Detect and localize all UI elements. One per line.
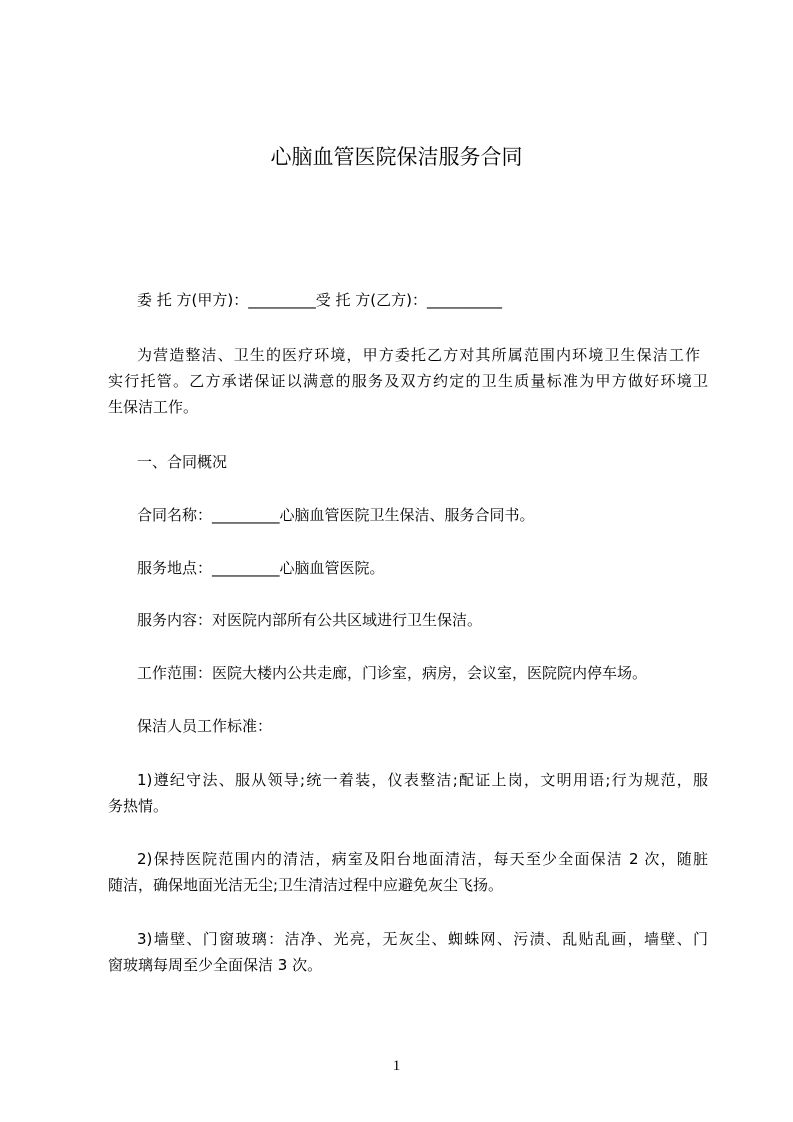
standard-3-line-2: 窗玻璃每周至少全面保洁 3 次。 [108,956,323,974]
intro-line-1: 为营造整洁、卫生的医疗环境，甲方委托乙方对其所属范围内环境卫生保洁工作 [137,346,700,364]
service-location: 服务地点：_________心脑血管医院。 [137,559,385,577]
intro-line-3: 生保洁工作。 [108,398,199,416]
intro-line-2: 实行托管。乙方承诺保证以满意的服务及双方约定的卫生质量标准为甲方做好环境卫 [108,372,708,390]
section-heading: 一、合同概况 [137,453,228,471]
document-title: 心脑血管医院保洁服务合同 [270,145,523,169]
parties-line: 委 托 方(甲方)：_________受 托 方(乙方)：__________ [137,291,502,309]
standard-2-line-2: 随洁，确保地面光洁无尘;卫生清洁过程中应避免灰尘飞扬。 [108,876,504,894]
standard-2-line-1: 2)保持医院范围内的清洁，病室及阳台地面清洁，每天至少全面保洁 2 次，随脏 [137,850,708,868]
contract-name: 合同名称：_________心脑血管医院卫生保洁、服务合同书。 [137,506,535,524]
standard-3-line-1: 3)墙壁、门窗玻璃：洁净、光亮，无灰尘、蜘蛛网、污渍、乱贴乱画，墙壁、门 [137,930,708,948]
standards-heading: 保洁人员工作标准： [137,717,273,735]
page-number: 1 [392,1058,401,1074]
work-scope: 工作范围：医院大楼内公共走廊，门诊室，病房，会议室，医院院内停车场。 [137,664,648,682]
standard-1-line-1: 1)遵纪守法、服从领导;统一着装，仪表整洁;配证上岗，文明用语;行为规范，服 [137,771,708,789]
service-content: 服务内容：对医院内部所有公共区域进行卫生保洁。 [137,611,483,629]
standard-1-line-2: 务热情。 [108,797,169,815]
